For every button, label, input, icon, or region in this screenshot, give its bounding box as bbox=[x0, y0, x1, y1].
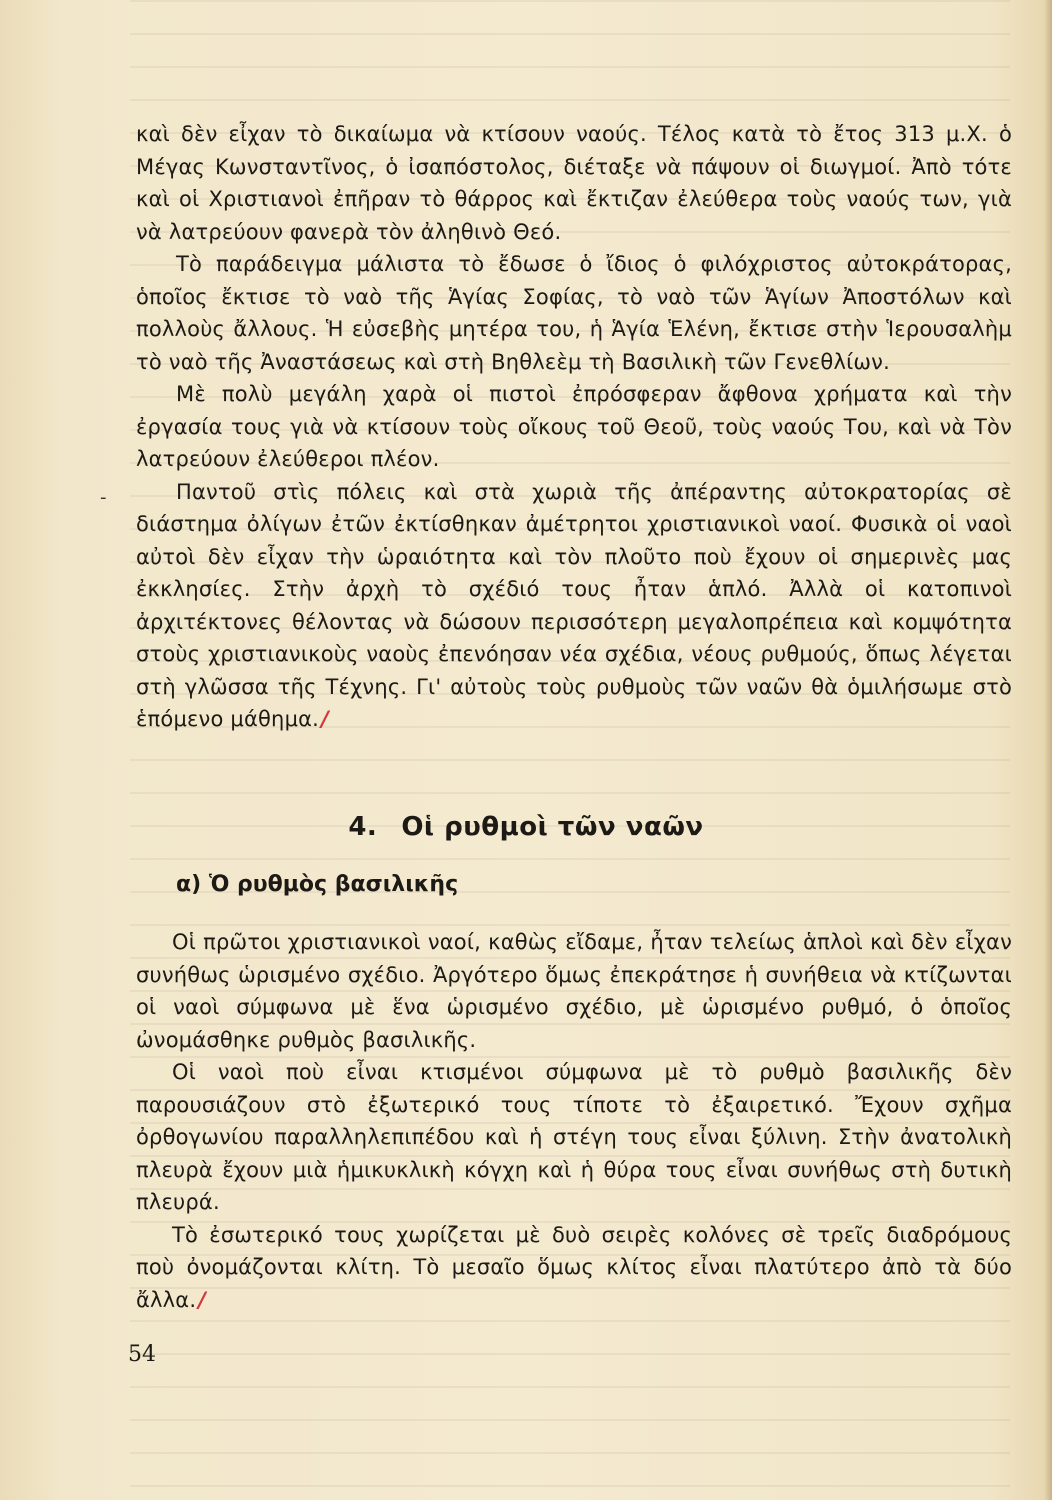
paragraph: καὶ δὲν εἶχαν τὸ δικαίωμα νὰ κτίσουν ναούς. Τέλος κατὰ τὸ ἔτος 313 μ.Χ. ὁ Μέγας Κωνσταντῖνος, ὁ ἰσαπόστολος, διέταξε νὰ πάψουν οἱ διωγμοί. Ἀπὸ τότε καὶ οἱ Χριστιανοὶ ἐπῆραν τὸ θάρρος καὶ ἔκτιζαν ἐλεύθερα τοὺς ναούς των, γιὰ νὰ λατρεύουν φανερὰ τὸν ἀληθινὸ Θεό. bbox=[136, 122, 1012, 244]
margin-mark: - bbox=[100, 487, 107, 508]
paragraph: Τὸ παράδειγμα μάλιστα τὸ ἔδωσε ὁ ἴδιος ὁ φιλόχριστος αὐτοκράτορας, ὁποῖος ἔκτισε τὸ ναὸ τῆς Ἁγίας Σοφίας, τὸ ναὸ τῶν Ἁγίων Ἀποστόλων καὶ πολλοὺς ἄλλους. Ἡ εὐσεβὴς μητέρα του, ἡ Ἁγία Ἑλένη, ἔκτισε στὴν Ἱερουσαλὴμ τὸ ναὸ τῆς Ἀναστάσεως καὶ στὴ Βηθλεὲμ τὴ Βασιλικὴ τῶν Γενεθλίων. bbox=[136, 252, 1012, 374]
section-heading bbox=[0, 812, 1052, 842]
red-pen-mark: / bbox=[198, 1287, 207, 1312]
subsection-heading: α) Ὁ ρυθμὸς βασιλικῆς bbox=[176, 872, 459, 897]
paragraph: Τὸ ἐσωτερικό τους χωρίζεται μὲ δυὸ σειρὲς κολόνες σὲ τρεῖς διαδρόμους ποὺ ὀνομάζονται κλίτη. Τὸ μεσαῖο ὅμως κλίτος εἶναι πλατύτερο ἀπὸ τὰ δύο ἄλλα./ bbox=[136, 1222, 1012, 1312]
body-text-top bbox=[136, 118, 1012, 736]
paragraph: Παντοῦ στὶς πόλεις καὶ στὰ χωριὰ τῆς ἀπέραντης αὐτοκρατορίας σὲ διάστημα ὀλίγων ἐτῶν ἐκτίσθηκαν ἀμέτρητοι χριστιανικοὶ ναοί. Φυσικὰ οἱ ναοὶ αὐτοὶ δὲν εἶχαν τὴν ὡραιότητα καὶ τὸν πλοῦτο ποὺ ἔχουν οἱ σημερινὲς μας ἐκκλησίες. Στὴν ἀρχὴ τὸ σχέδιό τους ἦταν ἁπλό. Ἀλλὰ οἱ κατοπινοὶ ἀρχιτέκτονες θέλοντας νὰ δώσουν περισσότερη μεγαλοπρέπεια καὶ κομψότητα στοὺς χριστιανικοὺς ναοὺς ἐπενόησαν νέα σχέδια, νέους ρυθμούς, ὅπως λέγεται στὴ γλῶσσα τῆς Τέχνης. Γι' αὐτοὺς τοὺς ρυθμοὺς τῶν ναῶν θὰ ὁμιλήσωμε στὸ ἑπόμενο μάθημα./ bbox=[136, 479, 1012, 731]
paragraph: Μὲ πολὺ μεγάλη χαρὰ οἱ πιστοὶ ἐπρόσφεραν ἄφθονα χρήματα καὶ τὴν ἐργασία τους γιὰ νὰ κτίσουν τοὺς οἴκους τοῦ Θεοῦ, τοὺς ναούς Του, καὶ νὰ Τὸν λατρεύουν ἐλεύθεροι πλέον. bbox=[136, 382, 1012, 471]
paragraph: Οἱ ναοὶ ποὺ εἶναι κτισμένοι σύμφωνα μὲ τὸ ρυθμὸ βασιλικῆς δὲν παρουσιάζουν στὸ ἐξωτερικό τους τίποτε τὸ ἐξαιρετικό. Ἔχουν σχῆμα ὀρθογωνίου παραλληλεπιπέδου καὶ ἡ στέγη τους εἶναι ξύλινη. Στὴν ἀνατολικὴ πλευρὰ ἔχουν μιὰ ἡμικυκλικὴ κόγχη καὶ ἡ θύρα τους εἶναι συνήθως στὴ δυτικὴ πλευρά. bbox=[136, 1060, 1012, 1214]
page-edge-shadow bbox=[1044, 0, 1052, 1500]
section-title: Οἱ ρυθμοὶ τῶν ναῶν bbox=[401, 812, 704, 842]
paragraph: Οἱ πρῶτοι χριστιανικοὶ ναοί, καθὼς εἴδαμε, ἦταν τελείως ἁπλοὶ καὶ δὲν εἶχαν συνήθως ὡρισμένο σχέδιο. Ἀργότερο ὅμως ἐπεκράτησε ἡ συνήθεια νὰ κτίζωνται οἱ ναοὶ σύμφωνα μὲ ἕνα ὡρισμένο σχέδιο, μὲ ὡρισμένο ρυθμό, ὁ ὁποῖος ὠνομάσθηκε ρυθμὸς βασιλικῆς. bbox=[136, 930, 1012, 1052]
page-number: 54 bbox=[128, 1342, 156, 1367]
body-text-bottom bbox=[136, 926, 1012, 1316]
section-number: 4. bbox=[348, 812, 378, 842]
red-pen-mark: / bbox=[321, 707, 329, 731]
